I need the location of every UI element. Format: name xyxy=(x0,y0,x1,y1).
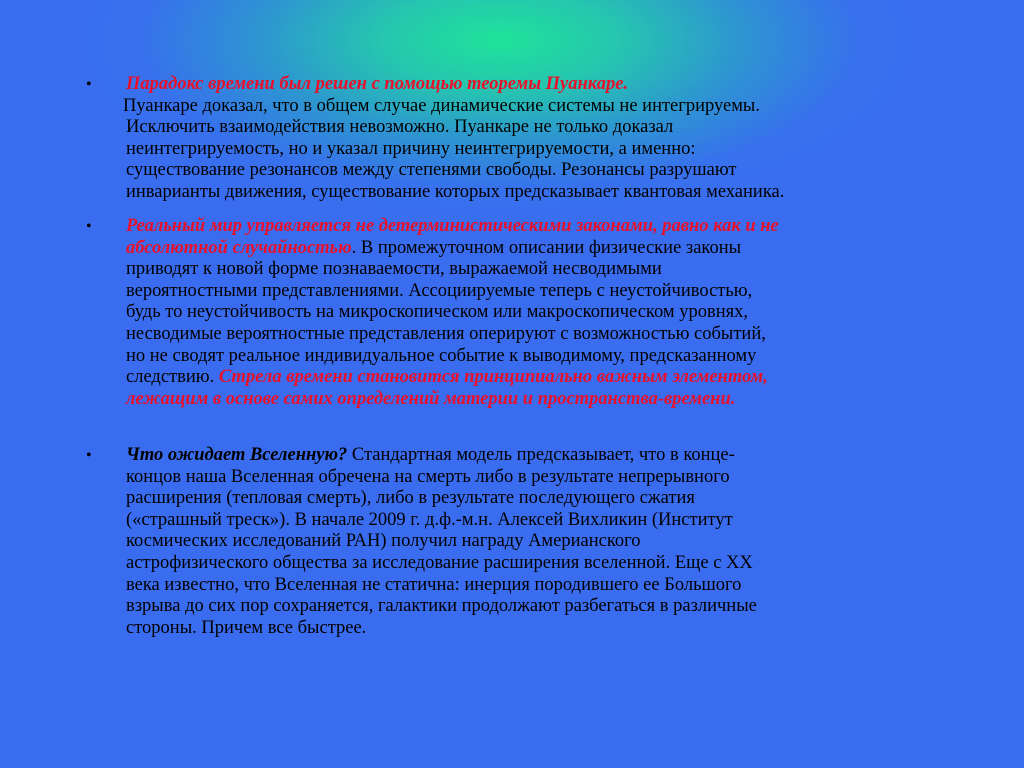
item2-line-1 xyxy=(126,216,946,238)
bullet-marker: • xyxy=(86,76,92,93)
item1-line-4: существование резонансов между степенями свободы. Резонансы разрушают xyxy=(126,160,737,181)
item3-line-4: («страшный треск»). В начале 2009 г. д.ф.-м.н. Алексей Вихликин (Институт xyxy=(126,509,733,530)
item2-line-4: вероятностными представлениями. Ассоциируемые теперь с неустойчивостью, xyxy=(126,280,753,301)
item2-line-5: будь то неустойчивость на микроскопическом или макроскопическом уровнях, xyxy=(126,302,748,323)
bullet-item-real-world xyxy=(86,216,946,410)
item1-line-1: Пуанкаре доказал, что в общем случае динамические системы не интегрируемы. xyxy=(123,95,760,116)
item3-line-9: стороны. Причем все быстрее. xyxy=(126,617,367,638)
item3-question: Что ожидает Вселенную? xyxy=(126,445,348,465)
item3-line-1 xyxy=(126,445,946,467)
item3-line-7: века известно, что Вселенная не статична: инерция породившего ее Большого xyxy=(126,574,742,595)
item2-line-6: несводимые вероятностные представления оперируют с возможностью событий, xyxy=(126,323,766,344)
item1-line-3: неинтегрируемость, но и указал причину неинтегрируемости, а именно: xyxy=(126,138,696,159)
bullet-marker: • xyxy=(86,218,92,235)
bullet-item-poincare xyxy=(86,74,946,204)
item2-line-3: приводят к новой форме познаваемости, выражаемой несводимыми xyxy=(126,259,662,280)
item3-first-rest: Стандартная модель предсказывает, что в конце- xyxy=(347,445,735,465)
item2-line-2 xyxy=(126,238,946,260)
item3-line-3: расширения (тепловая смерть), либо в результате последующего сжатия xyxy=(126,488,695,509)
item3-line-5: космических исследований РАН) получил награду Америанского xyxy=(126,531,641,552)
bullet-item-universe xyxy=(86,445,946,639)
item2-line-8 xyxy=(126,367,946,389)
item2-last-plain: следствию. xyxy=(126,367,219,388)
item2-final-red: лежащим в основе самих определений материи и пространства-времени. xyxy=(126,388,736,409)
item1-line-2: Исключить взаимодействия невозможно. Пуанкаре не только доказал xyxy=(126,117,674,138)
item3-line-6: астрофизического общества за исследование расширения вселенной. Еще с XX xyxy=(126,552,753,573)
item2-red-2: абсолютной случайностью xyxy=(126,237,352,258)
item2-line-7: но не сводят реальное индивидуальное событие к выводимому, предсказанному xyxy=(126,345,757,366)
item3-line-8: взрыва до сих пор сохраняется, галактики продолжают разбегаться в различные xyxy=(126,596,757,617)
item2-last-red: Стрела времени становится принципиально важным элементом, xyxy=(218,367,768,388)
item3-line-2: концов наша Вселенная обречена на смерть либо в результате непрерывного xyxy=(126,466,730,487)
item1-heading: Парадокс времени был решен с помощью теоремы Пуанкаре. xyxy=(126,74,629,94)
item2-red-1: Реальный мир управляется не детерминистическими законами, равно как и не xyxy=(126,216,779,236)
bullet-marker: • xyxy=(86,447,92,464)
item1-line-5: инварианты движения, существование которых предсказывает квантовая механика. xyxy=(126,181,785,202)
item2-text-2: . В промежуточном описании физические законы xyxy=(351,237,742,258)
